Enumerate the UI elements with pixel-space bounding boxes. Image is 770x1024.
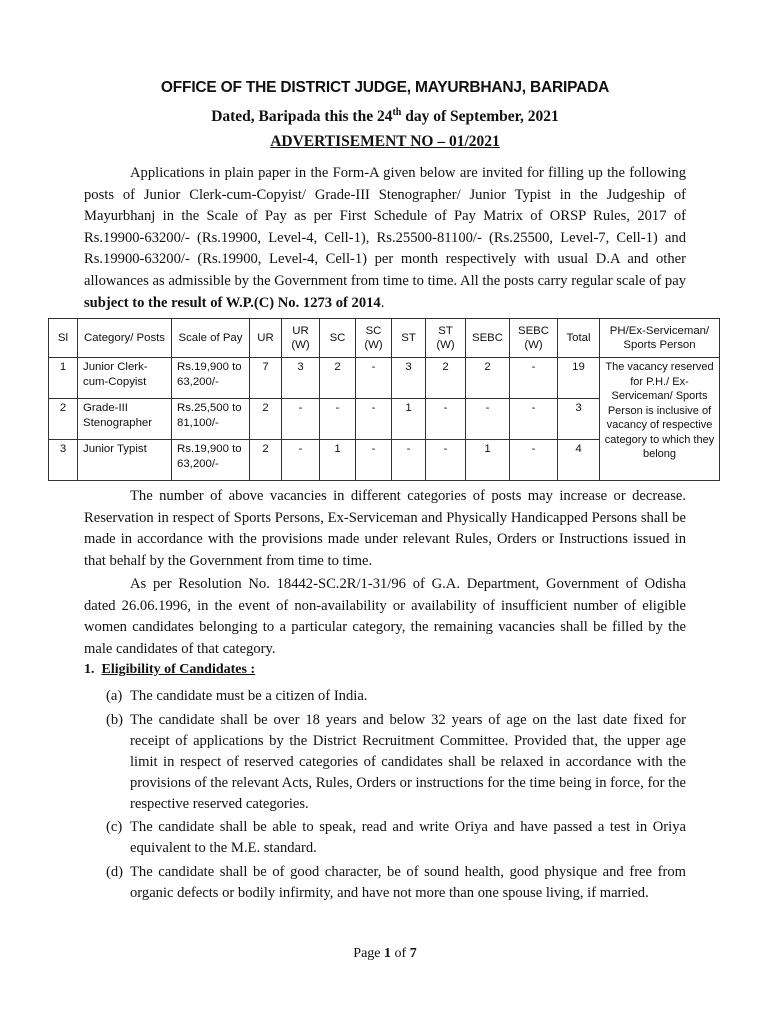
header-cell: Sl [49, 319, 78, 358]
table-cell: 3 [392, 358, 426, 399]
list-item [106, 710, 686, 815]
table-cell: 19 [558, 358, 600, 399]
dated-sup: th [392, 107, 402, 118]
ph-note-cell: The vacancy reserved for P.H./ Ex-Serviceman/ Sports Person is inclusive of vacancy of respective category to which they belong [600, 358, 720, 481]
intro-bold: subject to the result of W.P.(C) No. 1273 of 2014 [84, 294, 381, 311]
item-label: (d) [106, 864, 124, 880]
section-heading [84, 662, 255, 678]
table-cell: 2 [49, 399, 78, 440]
table-cell: - [426, 440, 466, 481]
table-cell: 1 [320, 440, 356, 481]
table-cell: - [282, 399, 320, 440]
intro-text: Applications in plain paper in the Form-A given below are invited for filling up the following posts of Junior Clerk-cum-Copyist/ Grade-III Stenographer/ Junior Typist in the Judgeship of Mayurbhanj in the Scale of Pay as per First Schedule of Pay Matrix of ORSP Rules, 2017 of Rs.19900-63200/- (Rs.19900, Level-4, Cell-1), Rs.25500-81100/- (Rs.25500, Level-7, Cell-1) and Rs.19900-63200/- (Rs.19900, Level-4, Cell-1) per month respectively with usual D.A and other allowances as admissible by the Government from time to time. All the posts carry regular scale of pay [84, 165, 686, 289]
table-cell: - [466, 399, 510, 440]
intro-paragraph [84, 163, 686, 314]
office-title: OFFICE OF THE DISTRICT JUDGE, MAYURBHANJ, BARIPADA [160, 79, 610, 96]
header-cell: SEBC [466, 319, 510, 358]
item-text: The candidate shall be able to speak, read and write Oriya and have passed a test in Oriya equivalent to the M.E. standard. [130, 819, 686, 856]
header-cell: SC [320, 319, 356, 358]
list-item [106, 817, 686, 859]
header-cell: SEBC (W) [510, 319, 558, 358]
table-cell: - [510, 440, 558, 481]
table-cell: - [282, 440, 320, 481]
header-cell: Total [558, 319, 600, 358]
table-cell: 2 [466, 358, 510, 399]
footer-current-page: 1 [384, 946, 392, 961]
table-cell: Rs.25,500 to 81,100/- [172, 399, 250, 440]
table-cell: Junior Typist [78, 440, 172, 481]
table-cell: Junior Clerk-cum-Copyist [78, 358, 172, 399]
item-text: The candidate shall be over 18 years and below 32 years of age on the last date fixed for receipt of applications by the District Recruitment Committee. Provided that, the upper age limit in respect of reserved categories of candidates shall be relaxed in accordance with the provisions of the relevant Acts, Rules, Orders or instructions for the time being in force, for the respective reserved categories. [130, 712, 686, 812]
item-text: The candidate shall be of good character, be of sound health, good physique and free from organic defects or bodily infirmity, and have not more than one spouse living, if married. [130, 864, 686, 901]
table-cell: 2 [320, 358, 356, 399]
item-label: (c) [106, 819, 123, 835]
table-cell: - [356, 440, 392, 481]
list-item [106, 862, 686, 904]
table-cell: - [320, 399, 356, 440]
resolution-paragraph [84, 574, 686, 660]
table-cell: 2 [426, 358, 466, 399]
table-cell: - [356, 358, 392, 399]
header-cell: PH/Ex-Serviceman/ Sports Person [600, 319, 720, 358]
item-label: (b) [106, 712, 124, 728]
list-item [106, 686, 686, 707]
advertisement-number: ADVERTISEMENT NO – 01/2021 [270, 133, 500, 150]
table-cell: - [426, 399, 466, 440]
header-cell: Category/ Posts [78, 319, 172, 358]
para2-text: The number of above vacancies in different categories of posts may increase or decrease. Reservation in respect of Sports Persons, Ex-Serviceman and Physically Handicapped Persons shall be made in accordance with the provisions made under relevant Rules, Orders or Instructions issued in that behalf by the Government from time to time. [84, 488, 686, 569]
footer-middle: of [391, 946, 410, 961]
table-cell: - [392, 440, 426, 481]
table-cell: Rs.19,900 to 63,200/- [172, 358, 250, 399]
header-cell: ST [392, 319, 426, 358]
table-cell: Grade-III Stenographer [78, 399, 172, 440]
table-row [49, 358, 720, 399]
table-cell: 2 [250, 399, 282, 440]
table-cell: 2 [250, 440, 282, 481]
table-cell: Rs.19,900 to 63,200/- [172, 440, 250, 481]
table-cell: - [510, 358, 558, 399]
advertisement-heading [0, 133, 770, 151]
table-cell: 1 [392, 399, 426, 440]
table-cell: 7 [250, 358, 282, 399]
item-text: The candidate must be a citizen of India. [130, 688, 368, 704]
para3-text: As per Resolution No. 18442-SC.2R/1-31/96 of G.A. Department, Government of Odisha dated 26.06.1996, in the event of non-availability or availability of insufficient number of eligible women candidates belonging to a particular category, the remaining vacancies shall be filled by the male candidates of that category. [84, 576, 686, 657]
table-header-row [49, 319, 720, 358]
dated-suffix: day of September, 2021 [401, 108, 559, 126]
dated-line [0, 107, 770, 126]
table-cell: 1 [49, 358, 78, 399]
header-cell: SC (W) [356, 319, 392, 358]
page-footer [0, 946, 770, 962]
intro-end: . [380, 294, 385, 311]
header-cell: ST (W) [426, 319, 466, 358]
table-cell: 3 [558, 399, 600, 440]
item-label: (a) [106, 688, 123, 704]
footer-total-pages: 7 [409, 946, 417, 961]
table-cell: 4 [558, 440, 600, 481]
section-number: 1. [84, 662, 95, 677]
header-cell: UR [250, 319, 282, 358]
vacancy-paragraph [84, 486, 686, 572]
footer-prefix: Page [353, 946, 385, 961]
table-cell: 1 [466, 440, 510, 481]
table-cell: 3 [49, 440, 78, 481]
dated-prefix: Dated, Baripada this the 24 [211, 108, 393, 126]
header-cell: Scale of Pay [172, 319, 250, 358]
vacancy-table [48, 318, 720, 481]
header-cell: UR (W) [282, 319, 320, 358]
table-cell: - [356, 399, 392, 440]
table-cell: - [510, 399, 558, 440]
section-title: Eligibility of Candidates : [101, 662, 256, 677]
table-cell: 3 [282, 358, 320, 399]
